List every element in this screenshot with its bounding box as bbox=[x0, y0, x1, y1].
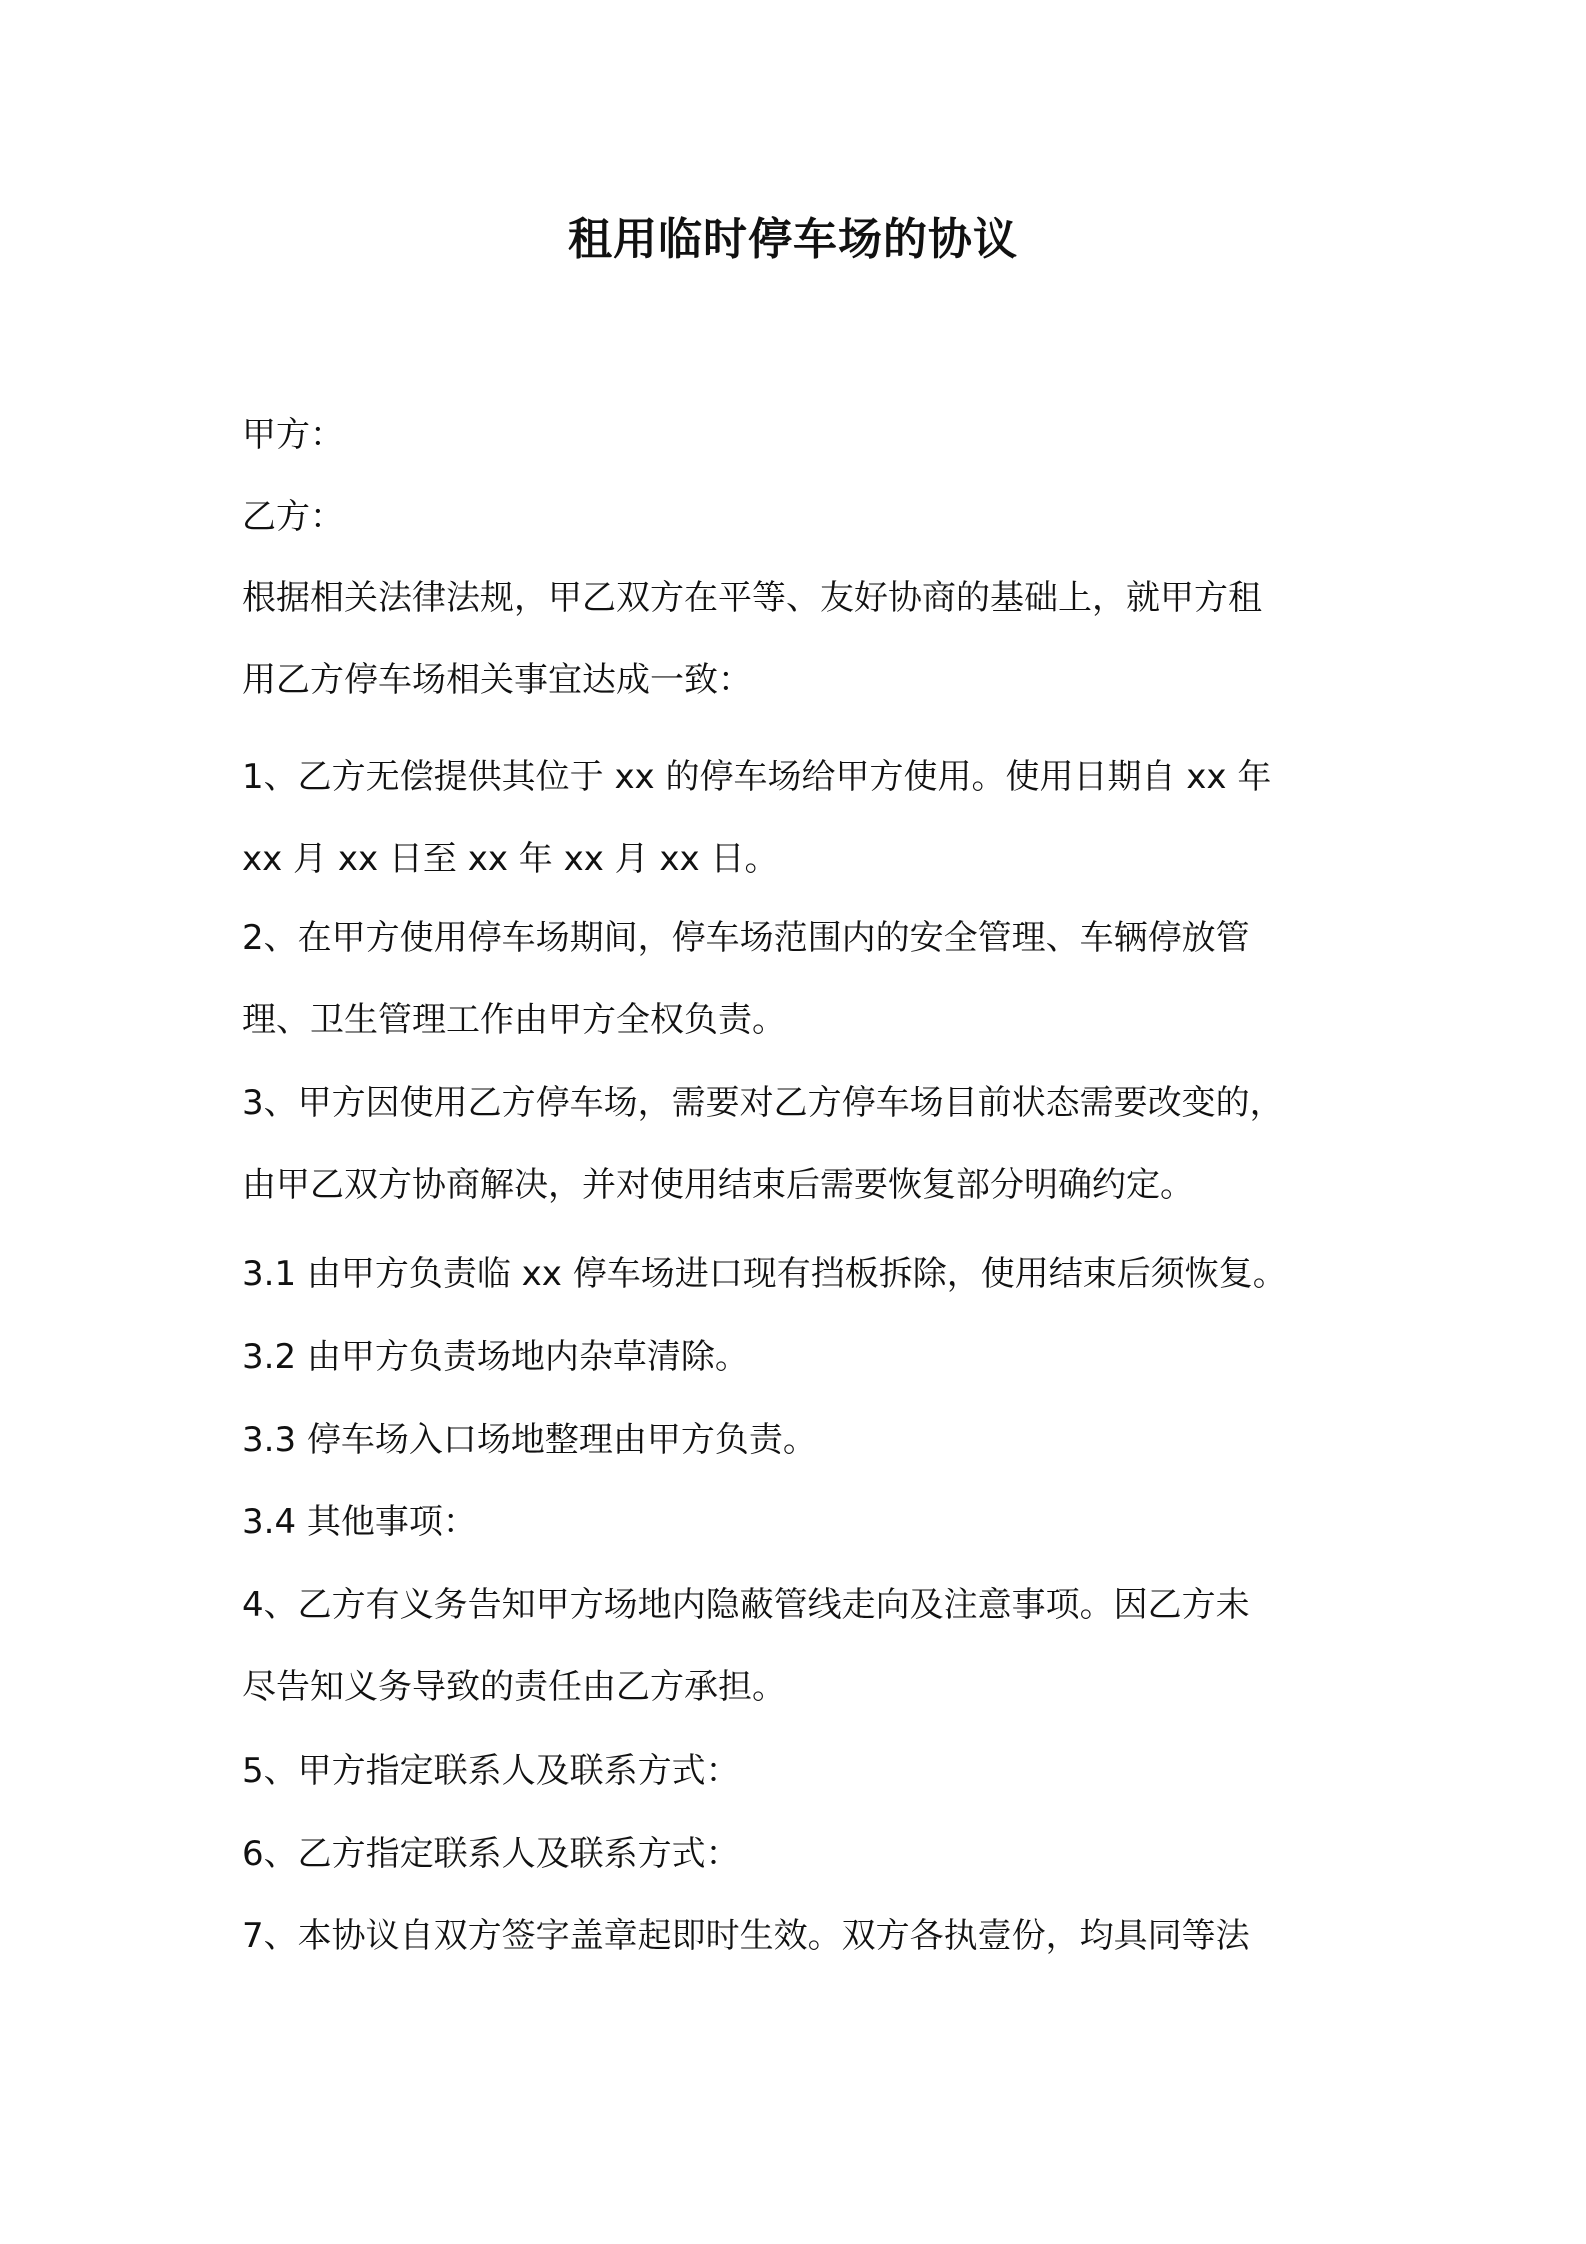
clause-3-4-text: 3.4 其他事项： bbox=[242, 1502, 477, 1542]
clause-3-line-2: 由甲乙双方协商解决，并对使用结束后需要恢复部分明确约定。 bbox=[242, 1165, 1194, 1205]
clause-6-text: 6、乙方指定联系人及联系方式： bbox=[242, 1834, 740, 1874]
clause-3-2 bbox=[242, 1337, 1362, 1377]
party-b-label bbox=[242, 497, 1362, 537]
clause-3-2-text: 3.2 由甲方负责场地内杂草清除。 bbox=[242, 1337, 749, 1377]
clause-3-3 bbox=[242, 1420, 1362, 1460]
party-a-label bbox=[242, 415, 1362, 455]
intro-paragraph bbox=[242, 578, 1362, 700]
clause-3-3-text: 3.3 停车场入口场地整理由甲方负责。 bbox=[242, 1420, 817, 1460]
clause-3-1 bbox=[242, 1254, 1362, 1294]
clause-7-text: 7、本协议自双方签字盖章起即时生效。双方各执壹份，均具同等法 bbox=[242, 1916, 1250, 1956]
intro-line-2: 用乙方停车场相关事宜达成一致： bbox=[242, 660, 752, 700]
clause-2-line-1: 2、在甲方使用停车场期间，停车场范围内的安全管理、车辆停放管 bbox=[242, 918, 1250, 958]
intro-line-1: 根据相关法律法规，甲乙双方在平等、友好协商的基础上，就甲方租 bbox=[242, 578, 1262, 618]
clause-7 bbox=[242, 1916, 1362, 1956]
clause-6 bbox=[242, 1834, 1362, 1874]
party-a-text: 甲方： bbox=[242, 415, 344, 455]
clause-2 bbox=[242, 918, 1362, 1040]
clause-4-line-1: 4、乙方有义务告知甲方场地内隐蔽管线走向及注意事项。因乙方未 bbox=[242, 1585, 1250, 1625]
document-title: 租用临时停车场的协议 bbox=[568, 214, 1018, 265]
clause-1-line-2: xx 月 xx 日至 xx 年 xx 月 xx 日。 bbox=[242, 839, 779, 879]
clause-5-text: 5、甲方指定联系人及联系方式： bbox=[242, 1751, 740, 1791]
clause-3-4 bbox=[242, 1502, 1362, 1542]
clause-2-line-2: 理、卫生管理工作由甲方全权负责。 bbox=[242, 1000, 786, 1040]
clause-4 bbox=[242, 1585, 1362, 1707]
clause-3-1-text: 3.1 由甲方负责临 xx 停车场进口现有挡板拆除，使用结束后须恢复。 bbox=[242, 1254, 1287, 1294]
party-b-text: 乙方： bbox=[242, 497, 344, 537]
clause-3 bbox=[242, 1083, 1362, 1205]
clause-1 bbox=[242, 757, 1362, 879]
clause-5 bbox=[242, 1751, 1362, 1791]
clause-3-line-1: 3、甲方因使用乙方停车场，需要对乙方停车场目前状态需要改变的， bbox=[242, 1083, 1284, 1123]
clause-4-line-2: 尽告知义务导致的责任由乙方承担。 bbox=[242, 1667, 786, 1707]
clause-1-line-1: 1、乙方无偿提供其位于 xx 的停车场给甲方使用。使用日期自 xx 年 bbox=[242, 757, 1272, 797]
